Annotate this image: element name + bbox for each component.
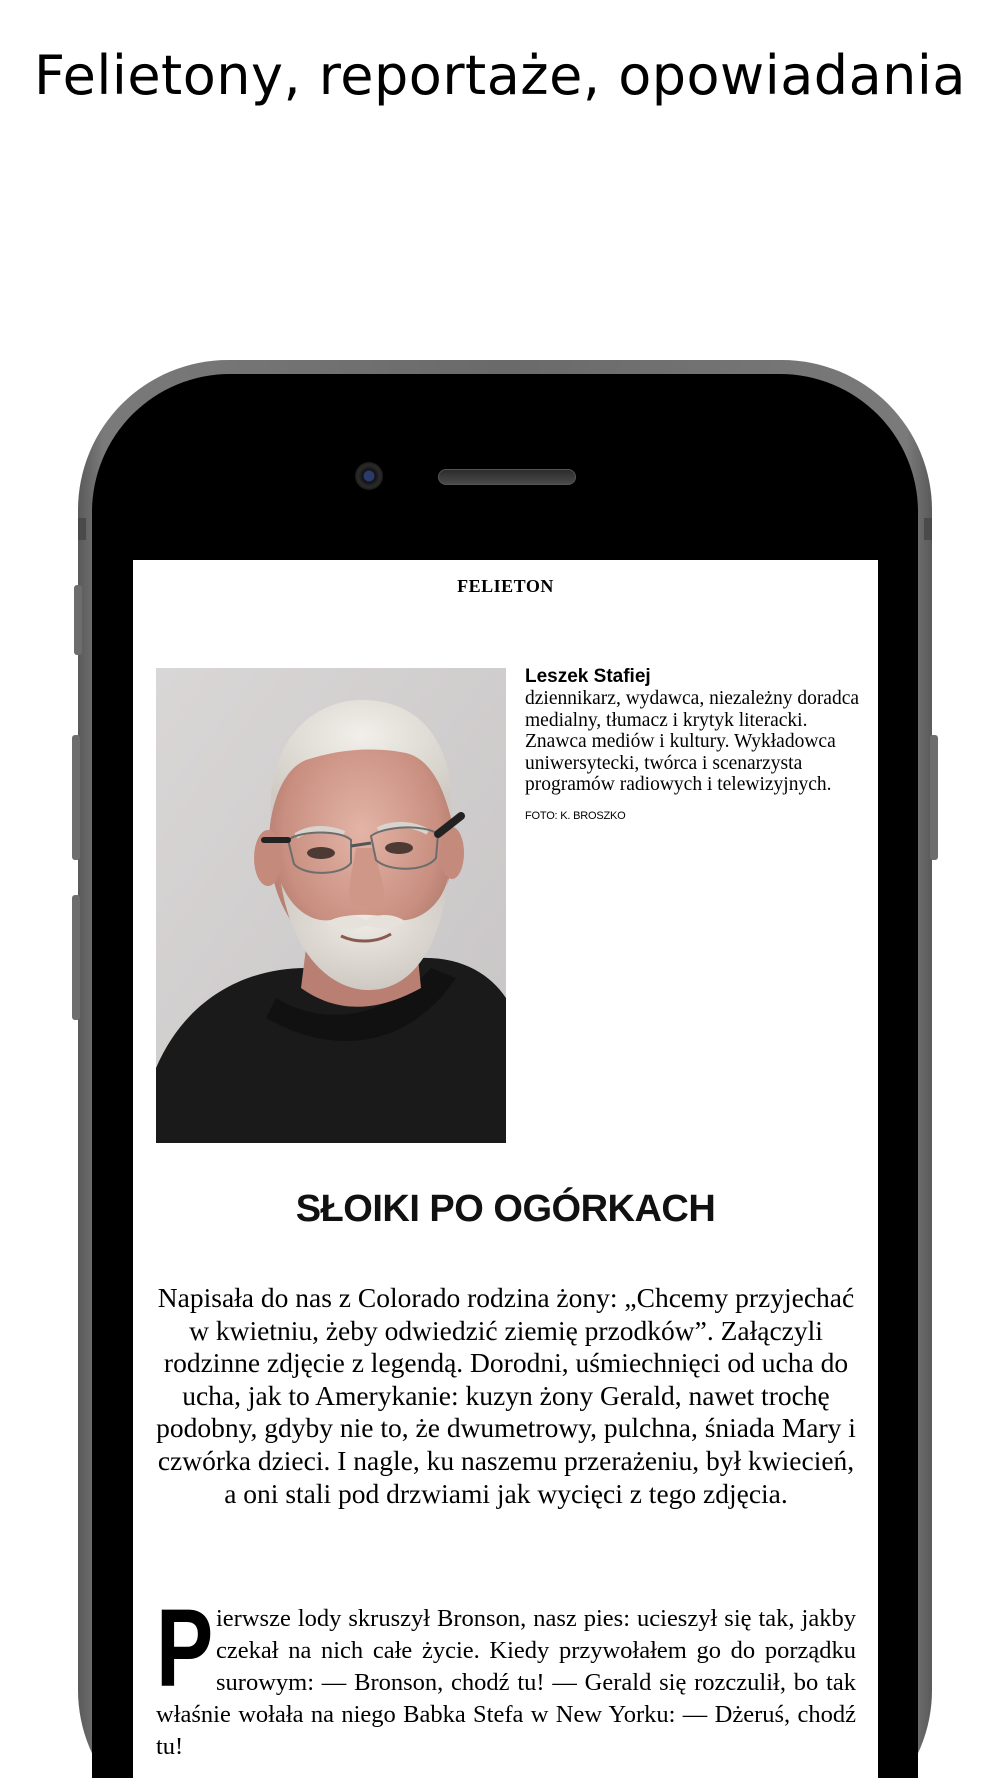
article-body-text: ierwsze lody skruszył Bronson, nasz pies: ucieszył się tak, jakby czekał na nich całe życie. Kiedy przywołałem go do porządku surowym: — Bronson, chodź tu! — Gerald się rozczulił, bo tak właśnie wołała na niego Babka Stefa w New Yorku: — Dżeruś, chodź tu!: [156, 1605, 856, 1760]
phone-screen[interactable]: [133, 560, 878, 1778]
earpiece-speaker: [438, 469, 576, 485]
article-title: SŁOIKI PO OGÓRKACH: [295, 1188, 716, 1230]
author-info: [525, 666, 865, 822]
mute-switch: [74, 585, 82, 655]
antenna-band-left: [78, 518, 86, 540]
author-name: Leszek Stafiej: [525, 666, 651, 687]
author-portrait: [156, 668, 506, 1143]
photo-credit: FOTO: K. BROSZKO: [525, 809, 626, 822]
volume-down-button: [72, 895, 80, 1020]
article-lead: Napisała do nas z Colorado rodzina żony: „Chcemy przyjechać w kwietniu, żeby odwiedzić ziemię przodków”. Załączyli rodzinne zdjęcie z legendą. Dorodni, uśmiechnięci od ucha do ucha, jak to Amerykanie: kuzyn żony Gerald, nawet trochę podobny, gdyby nie to, że dwumetrowy, pulchna, śniada Mary i czwórka dzieci. I nagle, ku naszemu przerażeniu, był kwiecień, a oni stali pod drzwiami jak wycięci z tego zdjęcia.: [156, 1282, 856, 1509]
drop-cap: P: [156, 1587, 214, 1710]
promo-title: Felietony, reportaże, opowiadania: [34, 44, 966, 107]
volume-up-button: [72, 735, 80, 860]
power-button: [930, 735, 938, 860]
article-body: [156, 1587, 856, 1763]
author-bio: dziennikarz, wydawca, niezależny doradca medialny, tłumacz i krytyk literacki. Znawca mediów i kultury. Wykładowca uniwersytecki, twórca i scenarzysta programów radiowych i telewizyjnych.: [525, 688, 860, 795]
author-photo: [156, 668, 506, 1143]
section-label: FELIETON: [457, 576, 554, 596]
antenna-band-right: [924, 518, 932, 540]
front-camera: [355, 462, 383, 490]
